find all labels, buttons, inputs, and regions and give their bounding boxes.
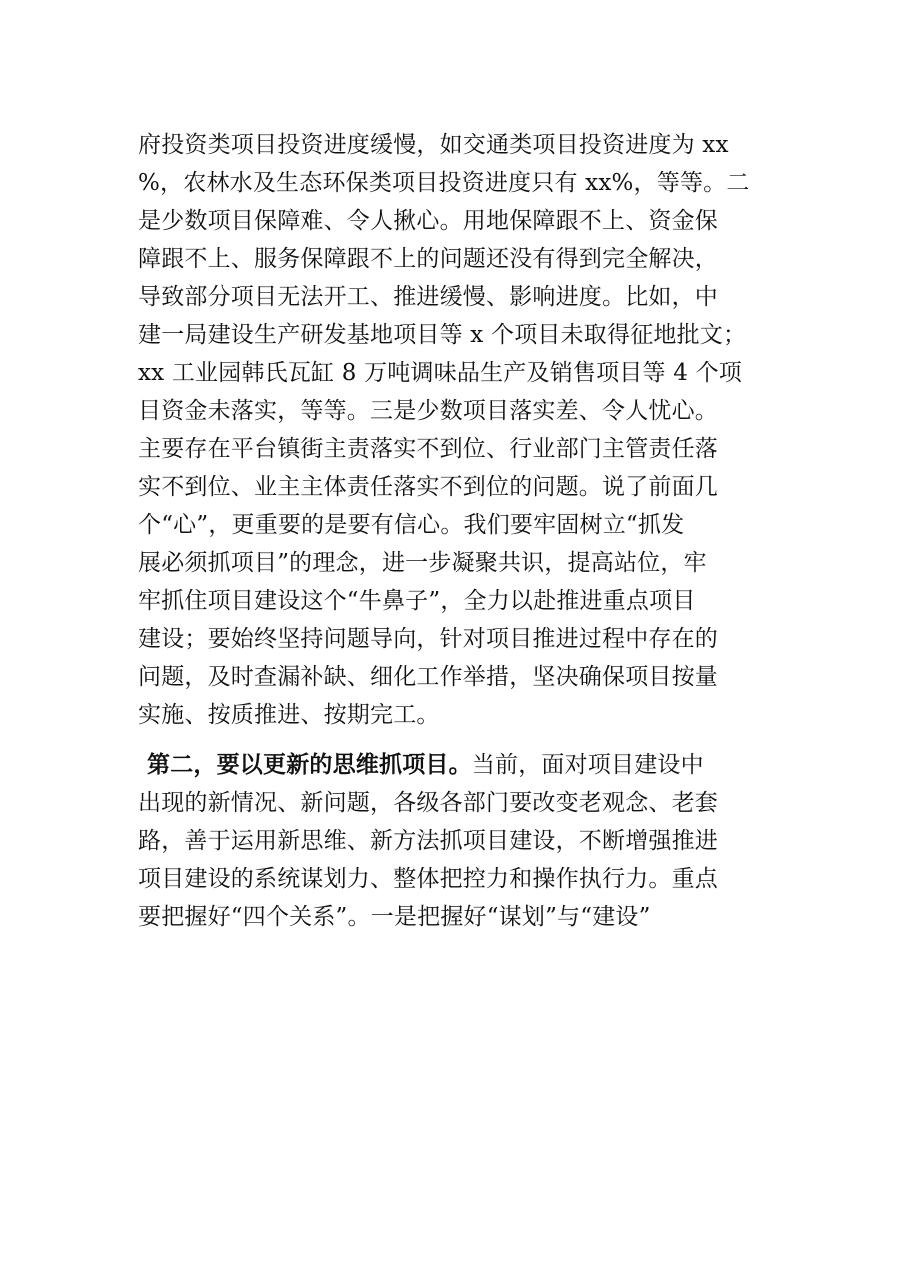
text-line: 路，善于运用新思维、新方法抓项目建设，不断增强推进 — [138, 828, 718, 854]
text-line: 要把握好“四个关系”。一是把握好“谋划”与“建设” — [138, 904, 651, 930]
body-text — [138, 126, 778, 936]
text-line: 导致部分项目无法开工、推进缓慢、影响进度。比如，中 — [138, 284, 718, 310]
text-line: 展必须抓项目”的理念，进一步凝聚共识，提高站位，牢 — [138, 550, 707, 576]
text-line: 府投资类项目投资进度缓慢，如交通类项目投资进度为 xx — [138, 132, 729, 158]
text-line: 是少数项目保障难、令人揪心。用地保障跟不上、资金保 — [138, 208, 718, 234]
text-line: 出现的新情况、新问题，各级各部门要改变老观念、老套 — [138, 790, 718, 816]
text-line: 主要存在平台镇街主责落实不到位、行业部门主管责任落 — [138, 436, 718, 462]
section-heading: 第二，要以更新的思维抓项目。 — [147, 751, 472, 778]
section-heading-line — [138, 746, 778, 784]
text-line: 牢抓住项目建设这个“牛鼻子”，全力以赴推进重点项目 — [138, 588, 696, 614]
text-line: 障跟不上、服务保障跟不上的问题还没有得到完全解决， — [138, 246, 718, 272]
text-line: 实施、按质推进、按期完工。 — [138, 702, 440, 728]
text-line: %，农林水及生态环保类项目投资进度只有 xx%，等等。二 — [138, 170, 750, 196]
text-line: 实不到位、业主主体责任落实不到位的问题。说了前面几 — [138, 474, 718, 500]
text-line: 个“心”，更重要的是要有信心。我们要牢固树立“抓发 — [138, 512, 685, 538]
section-heading-rest: 当前，面对项目建设中 — [471, 752, 704, 778]
text-line: 建一局建设生产研发基地项目等 x 个项目未取得征地批文； — [138, 322, 747, 348]
text-line: 建设；要始终坚持问题导向，针对项目推进过程中存在的 — [138, 626, 718, 652]
text-line: 问题，及时查漏补缺、细化工作举措，坚决确保项目按量 — [138, 664, 718, 690]
text-line: 项目建设的系统谋划力、整体把控力和操作执行力。重点 — [138, 866, 718, 892]
text-line: xx 工业园韩氏瓦缸 8 万吨调味品生产及销售项目等 4 个项 — [138, 360, 742, 386]
text-line: 目资金未落实，等等。三是少数项目落实差、令人忧心。 — [138, 398, 718, 424]
